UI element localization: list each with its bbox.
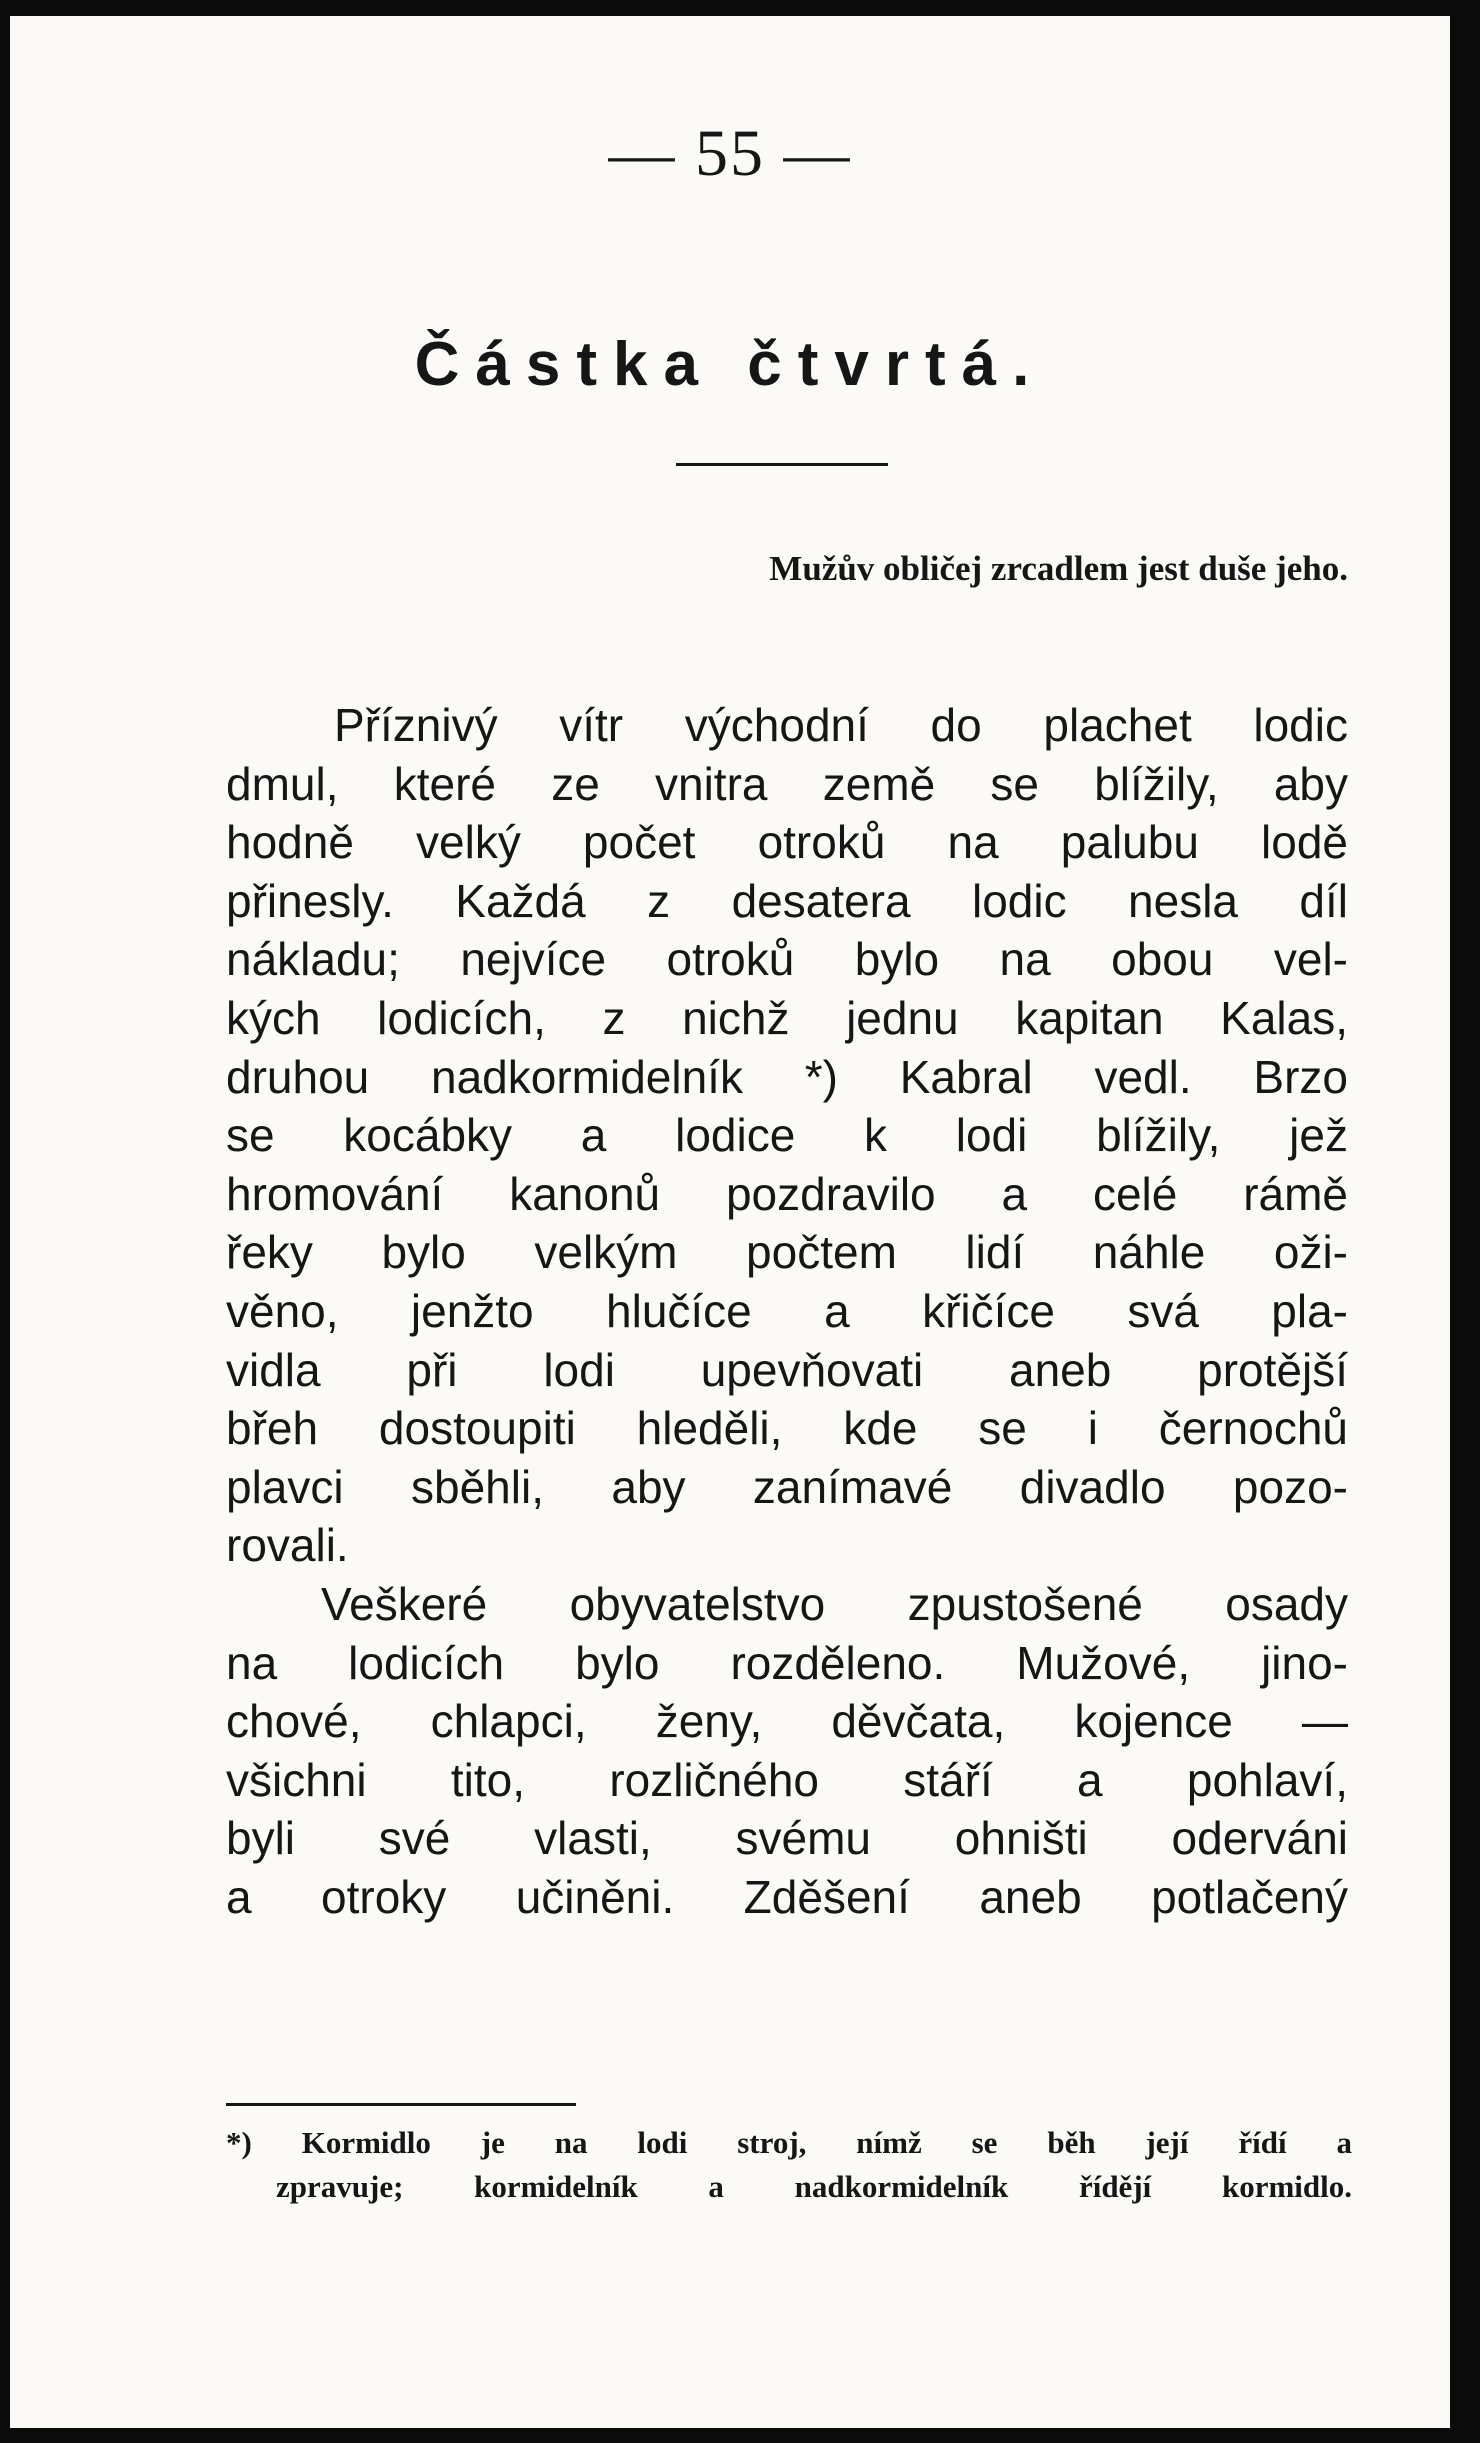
body-text — [226, 696, 1348, 1926]
text-line: rovali. — [226, 1519, 349, 1572]
title-divider — [676, 463, 888, 466]
text-line: věno, jenžto hlučíce a křičíce svá pla- — [226, 1284, 1348, 1337]
text-line: vidla při lodi upevňovati aneb protější — [226, 1343, 1348, 1396]
footnote — [226, 2121, 1352, 2209]
text-line: řeky bylo velkým počtem lidí náhle oži- — [226, 1226, 1348, 1279]
text-line: přinesly. Každá z desatera lodic nesla díl — [226, 874, 1348, 927]
text-line: druhou nadkormidelník *) Kabral vedl. Brzo — [226, 1050, 1348, 1103]
text-line: dmul, které ze vnitra země se blížily, aby — [226, 757, 1348, 810]
chapter-title: Částka čtvrtá. — [414, 330, 1046, 399]
text-line: hromování kanonů pozdravilo a celé rámě — [226, 1167, 1348, 1220]
book-page — [10, 16, 1450, 2428]
text-line: kých lodicích, z nichž jednu kapitan Kalas, — [226, 991, 1348, 1044]
page-number: — 55 — — [608, 117, 852, 190]
text-line: nákladu; nejvíce otroků bylo na obou vel- — [226, 933, 1348, 986]
text-line: hodně velký počet otroků na palubu lodě — [226, 816, 1348, 869]
text-line: na lodicích bylo rozděleno. Mužové, jino- — [226, 1636, 1348, 1689]
text-line: Příznivý vítr východní do plachet lodic — [334, 699, 1348, 751]
text-line: plavci sběhli, aby zanímavé divadlo pozo- — [226, 1460, 1348, 1513]
text-line: Veškeré obyvatelstvo zpustošené osady — [321, 1577, 1348, 1630]
text-line: břeh dostoupiti hleděli, kde se i černochů — [226, 1402, 1348, 1455]
footnote-divider — [226, 2103, 576, 2106]
epigraph: Mužův obličej zrcadlem jest duše jeho. — [769, 549, 1348, 588]
text-line: a otroky učiněni. Zděšení aneb potlačený — [226, 1870, 1348, 1923]
footnote-line: *) Kormidlo je na lodi stroj, nímž se běh její řídí a — [226, 2125, 1352, 2160]
text-line: chové, chlapci, ženy, děvčata, kojence — — [226, 1695, 1348, 1748]
text-line: byli své vlasti, svému ohništi oderváni — [226, 1812, 1348, 1865]
text-line: se kocábky a lodice k lodi blížily, jež — [226, 1109, 1348, 1162]
text-line: všichni tito, rozličného stáří a pohlaví, — [226, 1753, 1348, 1806]
footnote-line: zpravuje; kormidelník a nadkormidelník řídějí kormidlo. — [276, 2169, 1352, 2204]
